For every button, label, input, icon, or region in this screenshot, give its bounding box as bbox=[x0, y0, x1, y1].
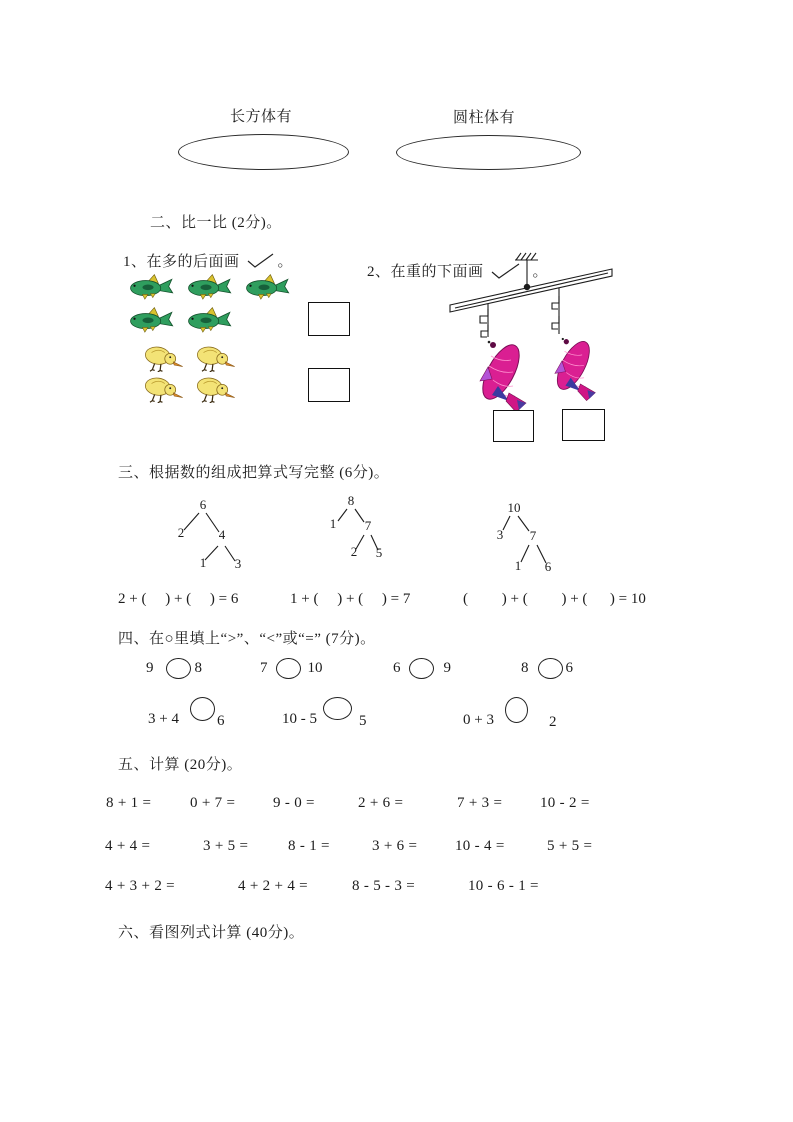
calc-problem[interactable]: 4 + 4 = bbox=[105, 838, 151, 854]
cuboid-label: 长方体有 bbox=[230, 109, 293, 125]
svg-text:7: 7 bbox=[529, 528, 537, 543]
period: 。 bbox=[532, 264, 549, 280]
calc-problem[interactable]: 3 + 5 = bbox=[203, 838, 249, 854]
equation-blank-6[interactable]: 2 + ( ) + ( ) = 6 bbox=[118, 591, 239, 607]
svg-text:2: 2 bbox=[350, 544, 358, 559]
cylinder-label: 圆柱体有 bbox=[453, 110, 516, 126]
section2-heading: 二、比一比 (2分)。 bbox=[150, 215, 282, 231]
duck-group bbox=[140, 344, 244, 403]
section5-heading: 五、计算 (20分)。 bbox=[118, 757, 243, 773]
section3-heading: 三、根据数的组成把算式写完整 (6分)。 bbox=[118, 465, 390, 481]
number-tree-10 bbox=[483, 494, 559, 578]
comparison-circle[interactable] bbox=[276, 658, 301, 679]
number-tree-8 bbox=[318, 490, 390, 564]
calc-problem[interactable]: 8 - 1 = bbox=[288, 838, 330, 854]
svg-text:8: 8 bbox=[347, 493, 355, 508]
comparison-circle[interactable] bbox=[409, 658, 434, 679]
comparison-item: 9 8 bbox=[146, 656, 202, 680]
equation-blank-7[interactable]: 1 + ( ) + ( ) = 7 bbox=[290, 591, 411, 607]
fish-group bbox=[128, 273, 308, 333]
green-fish-icon bbox=[128, 273, 176, 300]
yellow-duck-icon bbox=[192, 375, 240, 403]
comparison-item: 10 - 5 5 bbox=[282, 696, 372, 728]
svg-text:7: 7 bbox=[364, 518, 372, 533]
svg-text:1: 1 bbox=[329, 516, 337, 531]
balance-scale-illustration bbox=[441, 246, 623, 412]
svg-text:4: 4 bbox=[218, 527, 226, 542]
compare-more-instruction bbox=[123, 250, 293, 271]
calc-problem[interactable]: 4 + 3 + 2 = bbox=[105, 878, 175, 894]
comparison-item: 6 9 bbox=[393, 656, 451, 680]
comparison-circle[interactable] bbox=[190, 697, 215, 721]
svg-text:2: 2 bbox=[177, 525, 185, 540]
svg-text:10: 10 bbox=[507, 500, 521, 515]
yellow-duck-icon bbox=[140, 344, 188, 372]
calc-problem[interactable]: 9 - 0 = bbox=[273, 795, 315, 811]
number-tree-6 bbox=[168, 493, 252, 575]
comparison-circle[interactable] bbox=[323, 697, 352, 720]
svg-text:3: 3 bbox=[234, 556, 242, 571]
calc-problem[interactable]: 7 + 3 = bbox=[457, 795, 503, 811]
yellow-duck-icon bbox=[192, 344, 240, 372]
period: 。 bbox=[277, 254, 294, 270]
calc-problem[interactable]: 2 + 6 = bbox=[358, 795, 404, 811]
calc-problem[interactable]: 10 - 4 = bbox=[455, 838, 505, 854]
calc-problem[interactable]: 8 + 1 = bbox=[106, 795, 152, 811]
comparison-item: 8 6 bbox=[521, 656, 573, 680]
right-fish-answer-box[interactable] bbox=[562, 409, 605, 441]
svg-text:1: 1 bbox=[199, 555, 207, 570]
section4-heading: 四、在○里填上“>”、“<”或“=” (7分)。 bbox=[118, 631, 376, 647]
green-fish-icon bbox=[244, 273, 292, 300]
calc-problem[interactable]: 8 - 5 - 3 = bbox=[352, 878, 415, 894]
section6-heading: 六、看图列式计算 (40分)。 bbox=[118, 925, 305, 941]
comparison-item: 0 + 3 2 bbox=[463, 696, 558, 728]
comparison-item: 7 10 bbox=[260, 656, 323, 680]
calc-problem[interactable]: 10 - 6 - 1 = bbox=[468, 878, 539, 894]
duck-answer-box[interactable] bbox=[308, 368, 350, 402]
comparison-circle[interactable] bbox=[538, 658, 563, 679]
cuboid-answer-oval[interactable] bbox=[178, 134, 349, 170]
svg-text:3: 3 bbox=[496, 527, 504, 542]
left-fish-answer-box[interactable] bbox=[493, 410, 534, 442]
comparison-circle[interactable] bbox=[166, 658, 191, 679]
svg-text:6: 6 bbox=[544, 559, 552, 574]
calc-problem[interactable]: 0 + 7 = bbox=[190, 795, 236, 811]
yellow-duck-icon bbox=[140, 375, 188, 403]
green-fish-icon bbox=[128, 306, 176, 333]
comparison-circle[interactable] bbox=[505, 697, 528, 723]
green-fish-icon bbox=[186, 273, 234, 300]
calc-problem[interactable]: 10 - 2 = bbox=[540, 795, 590, 811]
comparison-item: 3 + 4 6 bbox=[148, 696, 238, 728]
pink-fish-light-icon bbox=[551, 337, 596, 401]
equation-blank-10[interactable]: ( ) + ( ) + ( ) = 10 bbox=[463, 591, 646, 607]
cylinder-answer-oval[interactable] bbox=[396, 135, 581, 170]
svg-text:5: 5 bbox=[375, 545, 383, 560]
instruction-text: 1、在多的后面画 bbox=[123, 254, 240, 270]
calc-problem[interactable]: 3 + 6 = bbox=[372, 838, 418, 854]
fish-answer-box[interactable] bbox=[308, 302, 350, 336]
svg-text:1: 1 bbox=[514, 558, 522, 573]
instruction-text: 2、在重的下面画 bbox=[367, 264, 484, 280]
calc-problem[interactable]: 4 + 2 + 4 = bbox=[238, 878, 308, 894]
calc-problem[interactable]: 5 + 5 = bbox=[547, 838, 593, 854]
green-fish-icon bbox=[186, 306, 234, 333]
pink-fish-heavy-icon bbox=[475, 339, 526, 412]
check-mark-icon bbox=[246, 252, 276, 269]
svg-text:6: 6 bbox=[199, 497, 207, 512]
